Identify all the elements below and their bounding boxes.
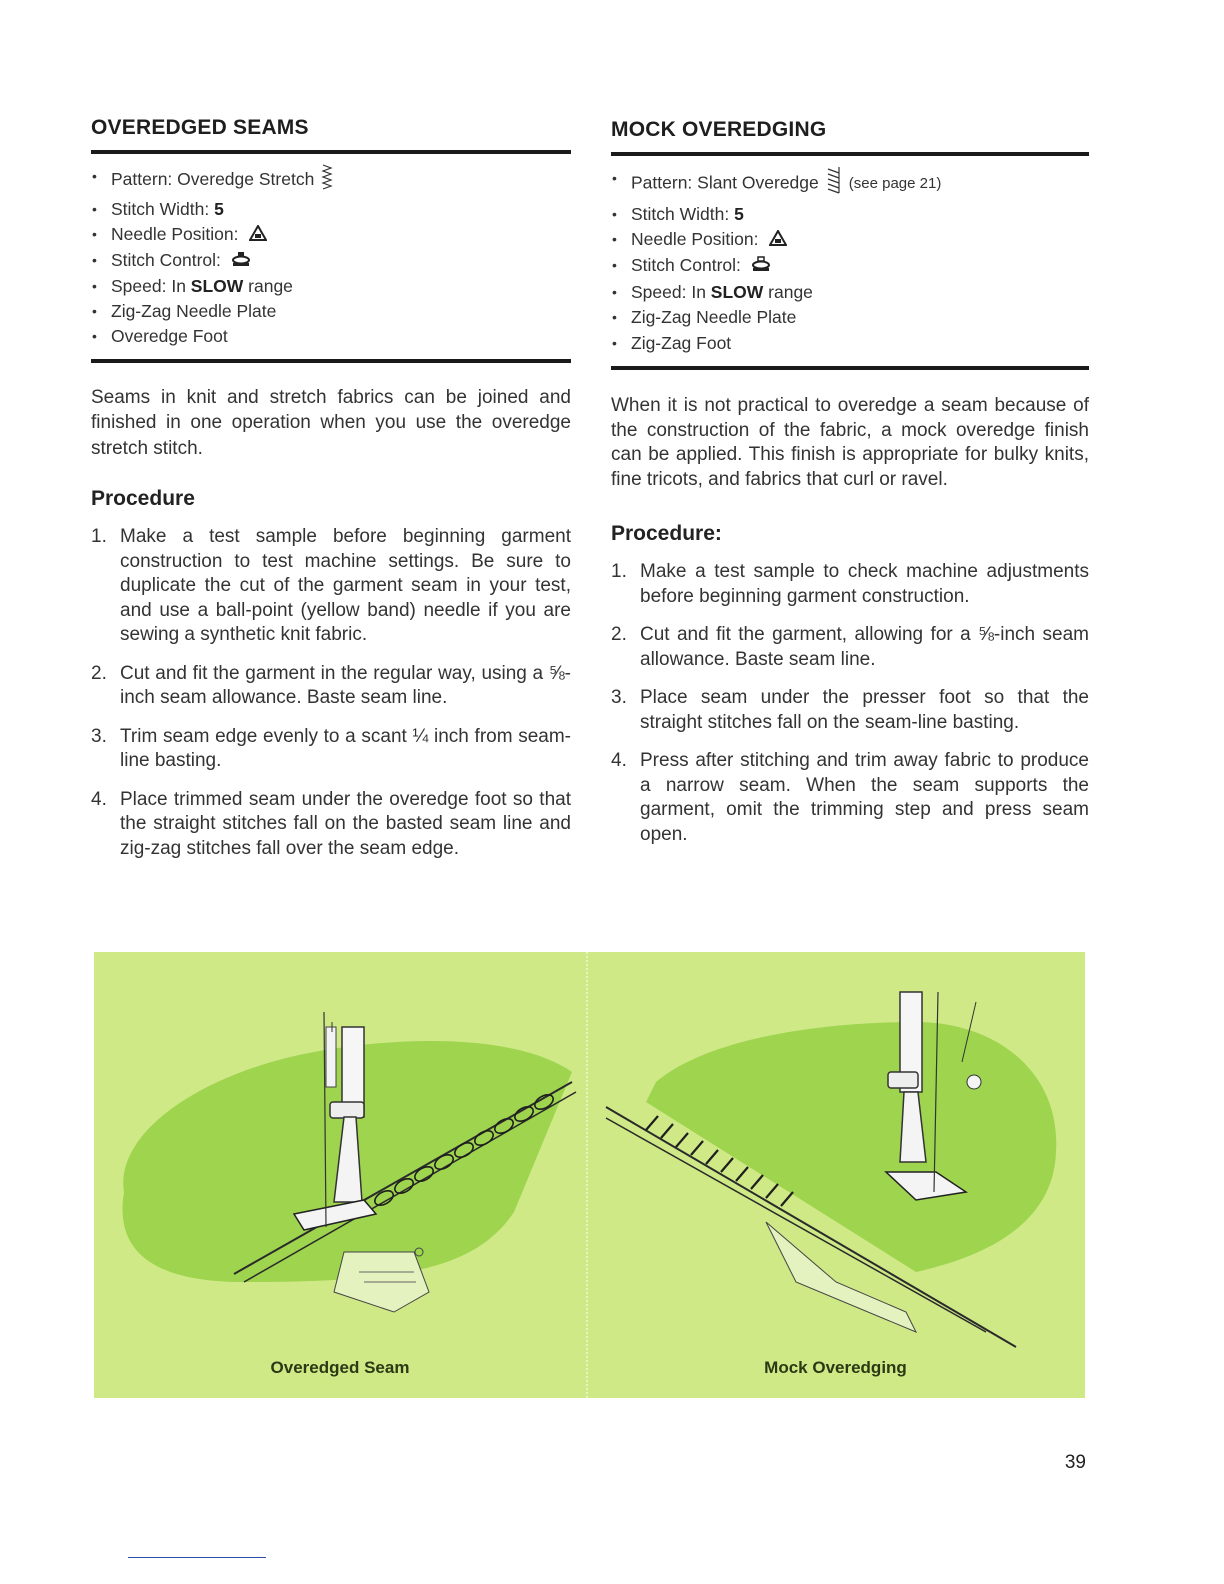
spec-foot: • Zig-Zag Foot — [611, 331, 1089, 357]
spec-speed: • Speed: In SLOW range — [91, 274, 571, 299]
spec-pattern: • Pattern: Overedge Stretch — [91, 164, 571, 197]
overedged-seam-drawing — [94, 952, 586, 1398]
procedure-heading: Procedure — [91, 487, 195, 511]
spec-speed: • Speed: In SLOW range — [611, 280, 1089, 306]
caption-overedged-seam: Overedged Seam — [270, 1358, 410, 1377]
spec-stitch-control: • Stitch Control: — [611, 253, 1089, 279]
step-item: 4. Place trimmed seam under the overedge foot so that the straight stitches fall on the basted seam line and zig-zag stitches fall over the seam edge. — [91, 788, 571, 859]
section-heading: MOCK OVEREDGING — [611, 118, 827, 141]
procedure-steps — [611, 560, 1089, 847]
spec-stitch-control: • Stitch Control: — [91, 248, 571, 274]
overedge-stretch-icon — [320, 164, 334, 197]
step-item: 2. Cut and fit the garment in the regular way, using a ⅝-inch seam allowance. Baste seam line. — [91, 662, 571, 709]
stitch-control-icon — [752, 254, 770, 280]
procedure-steps — [91, 525, 571, 861]
spec-stitch-width: • Stitch Width: 5 — [91, 197, 571, 222]
settings-list — [91, 154, 571, 359]
section-heading: OVEREDGED SEAMS — [91, 116, 309, 139]
spec-needle-plate: • Zig-Zag Needle Plate — [91, 299, 571, 324]
needle-position-icon — [769, 228, 787, 254]
settings-list — [611, 156, 1089, 366]
footer-rule — [128, 1557, 266, 1558]
caption-mock-overedging: Mock Overedging — [764, 1358, 907, 1377]
overedged-seam-illustration — [94, 952, 586, 1398]
step-item: 1. Make a test sample before beginning garment construction to test machine settings. Be sure to duplicate the cut of the garment seam in your test, and use a ball-point (yellow band) needle if you are sewing a synthetic knit fabric. — [91, 526, 571, 646]
bottom-rule — [611, 366, 1089, 370]
mock-overedging-illustration — [586, 952, 1085, 1398]
procedure-heading: Procedure: — [611, 522, 722, 546]
spec-foot: • Overedge Foot — [91, 324, 571, 349]
step-item: 4. Press after stitching and trim away fabric to produce a narrow seam. When the seam supports the garment, omit the trimming step and press seam open. — [611, 750, 1089, 845]
step-item: 2. Cut and fit the garment, allowing for a ⅝-inch seam allowance. Baste seam line. — [611, 624, 1089, 670]
needle-position-icon — [249, 223, 267, 248]
page-number: 39 — [1064, 1452, 1086, 1473]
mock-overedging-section — [611, 112, 1089, 861]
mock-overedging-drawing — [586, 952, 1085, 1398]
step-item: 1. Make a test sample to check machine adjustments before beginning garment construction. — [611, 561, 1089, 607]
spec-needle-plate: • Zig-Zag Needle Plate — [611, 305, 1089, 331]
overedged-seams-section — [91, 112, 571, 875]
spec-needle-position: • Needle Position: — [611, 227, 1089, 253]
step-item: 3. Trim seam edge evenly to a scant ¼ inch from seam-line basting. — [91, 725, 571, 772]
bottom-rule — [91, 359, 571, 363]
stitch-control-icon — [232, 249, 250, 274]
intro-paragraph: When it is not practical to overedge a seam because of the construction of the fabric, a mock overedge finish can be applied. This finish is appropriate for bulky knits, fine tricots, and fabrics that curl or ravel. — [611, 395, 1089, 490]
spec-needle-position: • Needle Position: — [91, 222, 571, 248]
illustration-band — [94, 952, 1085, 1398]
slant-overedge-icon — [825, 166, 843, 202]
intro-paragraph: Seams in knit and stretch fabrics can be joined and finished in one operation when you use the overedge stretch stitch. — [91, 386, 571, 459]
step-item: 3. Place seam under the presser foot so that the straight stitches fall on the seam-line basting. — [611, 687, 1089, 733]
spec-pattern: • Pattern: Slant Overedge (see page 21) — [611, 166, 1089, 202]
spec-stitch-width: • Stitch Width: 5 — [611, 202, 1089, 228]
